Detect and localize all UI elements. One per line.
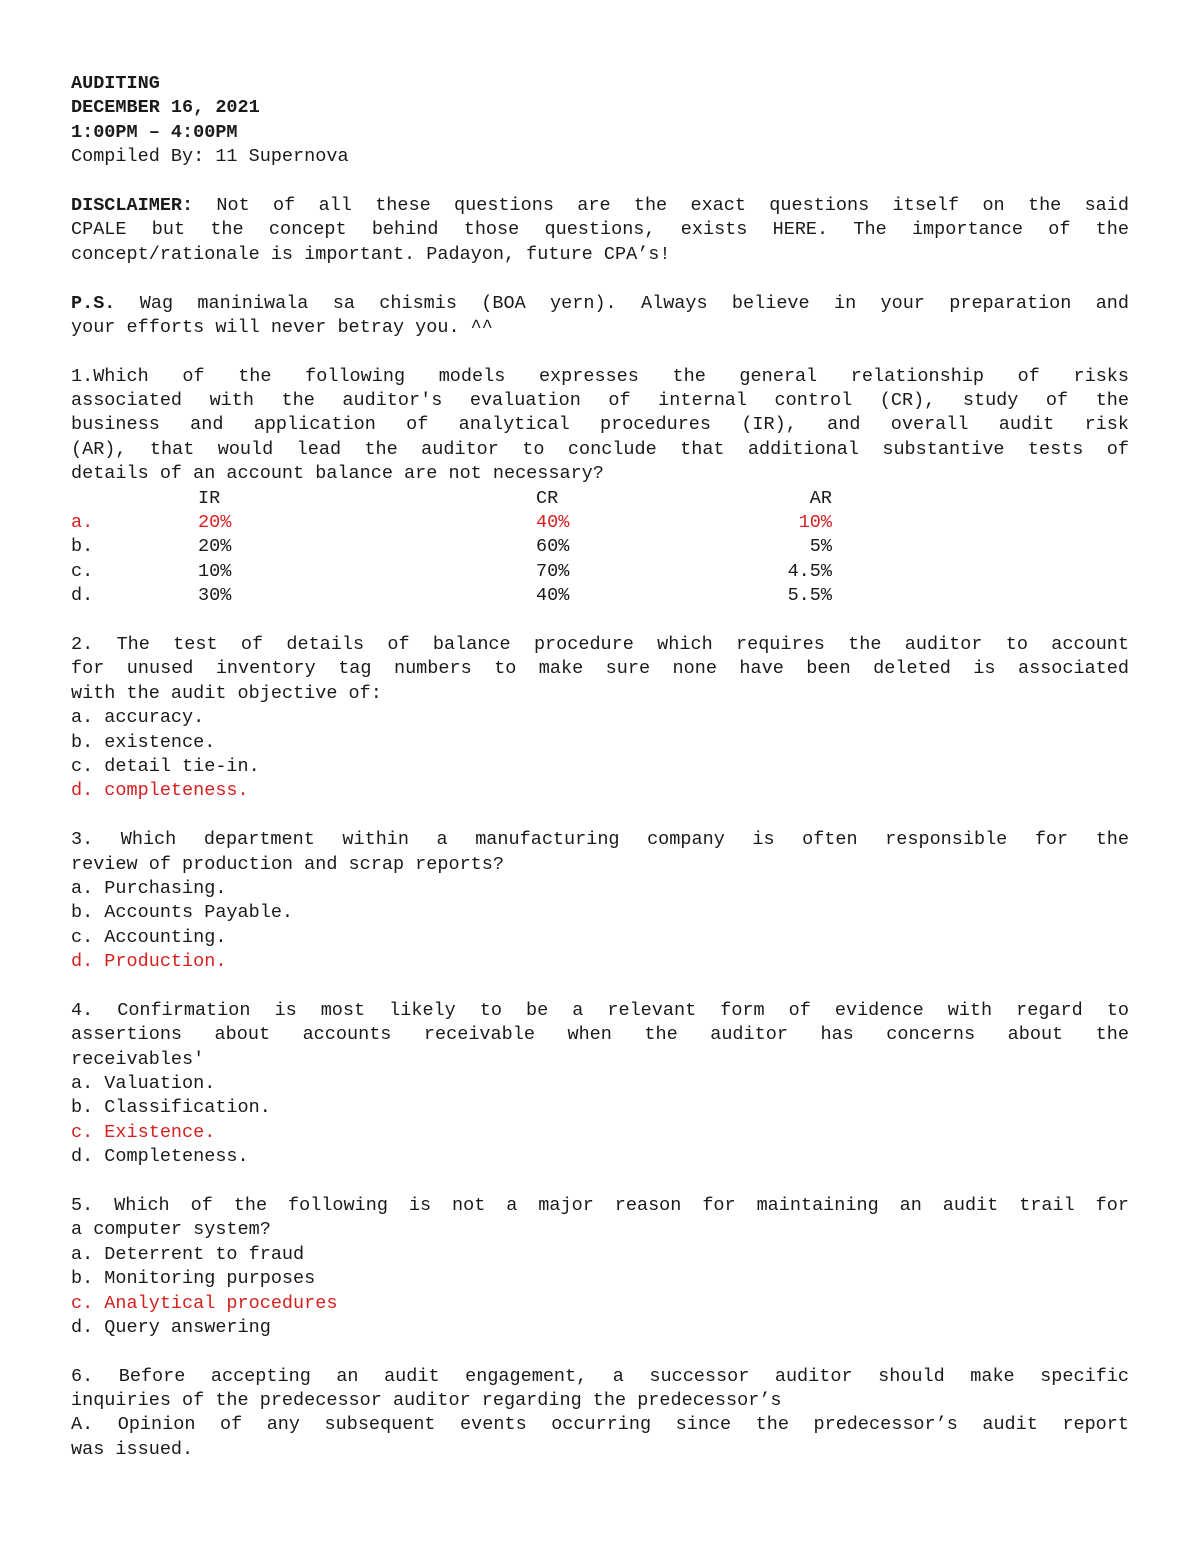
q1-text-line-3: business and application of analytical procedures (IR), and overall audit risk xyxy=(71,414,1129,436)
q3-option-a: a. Purchasing. xyxy=(71,877,227,899)
q5-text-line-1: 5. Which of the following is not a major reason for maintaining an audit trail for xyxy=(71,1194,1129,1216)
q1-text-line-4: (AR), that would lead the auditor to conclude that additional substantive tests of xyxy=(71,438,1129,460)
disclaimer-line-1: DISCLAIMER: Not of all these questions are the exact questions itself on the said xyxy=(71,194,1129,216)
q4-text-line-2: assertions about accounts receivable when the auditor has concerns about the xyxy=(71,1024,1129,1046)
q1-header-ir: IR xyxy=(198,487,221,509)
ps-line-2: your efforts will never betray you. ^^ xyxy=(71,316,493,338)
q3-option-d-answer: d. Production. xyxy=(71,951,227,973)
header-compiled: Compiled By: 11 Supernova xyxy=(71,146,349,168)
q3-text-line-2: review of production and scrap reports? xyxy=(71,853,504,875)
ps-line-1: P.S. Wag maniniwala sa chismis (BOA yern). Always believe in your preparation and xyxy=(71,292,1129,314)
q2-text-line-3: with the audit objective of: xyxy=(71,682,382,704)
q1-option-c: c. 10% 70% 4.5% xyxy=(71,560,832,582)
disclaimer-line-3: concept/rationale is important. Padayon, future CPA’s! xyxy=(71,243,671,265)
q3-option-c: c. Accounting. xyxy=(71,926,227,948)
q2-option-b: b. existence. xyxy=(71,731,216,753)
q1-column-headers xyxy=(71,487,1129,511)
disclaimer-line-2: CPALE but the concept behind those questions, exists HERE. The importance of the xyxy=(71,219,1129,241)
q6-text-line-1: 6. Before accepting an audit engagement, a successor auditor should make specific xyxy=(71,1365,1129,1387)
q6-option-a-line-1: A. Opinion of any subsequent events occurring since the predecessor’s audit report xyxy=(71,1414,1129,1436)
q3-text-line-1: 3. Which department within a manufacturing company is often responsible for the xyxy=(71,829,1129,851)
document-content xyxy=(71,72,1129,1462)
q5-text-line-2: a computer system? xyxy=(71,1219,271,1241)
q5-option-d: d. Query answering xyxy=(71,1316,271,1338)
q1-text-line-2: associated with the auditor's evaluation of internal control (CR), study of the xyxy=(71,390,1129,412)
q2-option-a: a. accuracy. xyxy=(71,707,205,729)
q2-option-c: c. detail tie-in. xyxy=(71,755,260,777)
q5-option-a: a. Deterrent to fraud xyxy=(71,1243,305,1265)
q2-text-line-2: for unused inventory tag numbers to make sure none have been deleted is associated xyxy=(71,658,1129,680)
header-subject: AUDITING xyxy=(71,73,160,94)
q1-text-line-5: details of an account balance are not necessary? xyxy=(71,463,604,485)
q3-option-b: b. Accounts Payable. xyxy=(71,902,294,924)
q5-option-b: b. Monitoring purposes xyxy=(71,1268,316,1290)
q1-header-ar: AR xyxy=(809,487,832,509)
header-date: DECEMBER 16, 2021 xyxy=(71,97,260,119)
q1-header-cr: CR xyxy=(536,487,559,509)
q1-option-a-answer: a. 20% 40% 10% xyxy=(71,512,832,534)
q2-text-line-1: 2. The test of details of balance procedure which requires the auditor to account xyxy=(71,633,1129,655)
q4-text-line-1: 4. Confirmation is most likely to be a relevant form of evidence with regard to xyxy=(71,999,1129,1021)
q4-option-b: b. Classification. xyxy=(71,1097,271,1119)
q1-option-d: d. 30% 40% 5.5% xyxy=(71,585,832,607)
q6-option-a-line-2: was issued. xyxy=(71,1438,194,1460)
q4-option-d: d. Completeness. xyxy=(71,1146,249,1168)
q1-option-b: b. 20% 60% 5% xyxy=(71,536,832,558)
q4-text-line-3: receivables' xyxy=(71,1048,205,1070)
q2-option-d-answer: d. completeness. xyxy=(71,780,249,802)
q4-option-c-answer: c. Existence. xyxy=(71,1121,216,1143)
q4-option-a: a. Valuation. xyxy=(71,1073,216,1095)
q6-text-line-2: inquiries of the predecessor auditor regarding the predecessor’s xyxy=(71,1390,782,1412)
q1-text-line-1: 1.Which of the following models expresses the general relationship of risks xyxy=(71,365,1129,387)
header-time: 1:00PM – 4:00PM xyxy=(71,121,238,143)
q5-option-c-answer: c. Analytical procedures xyxy=(71,1292,338,1314)
